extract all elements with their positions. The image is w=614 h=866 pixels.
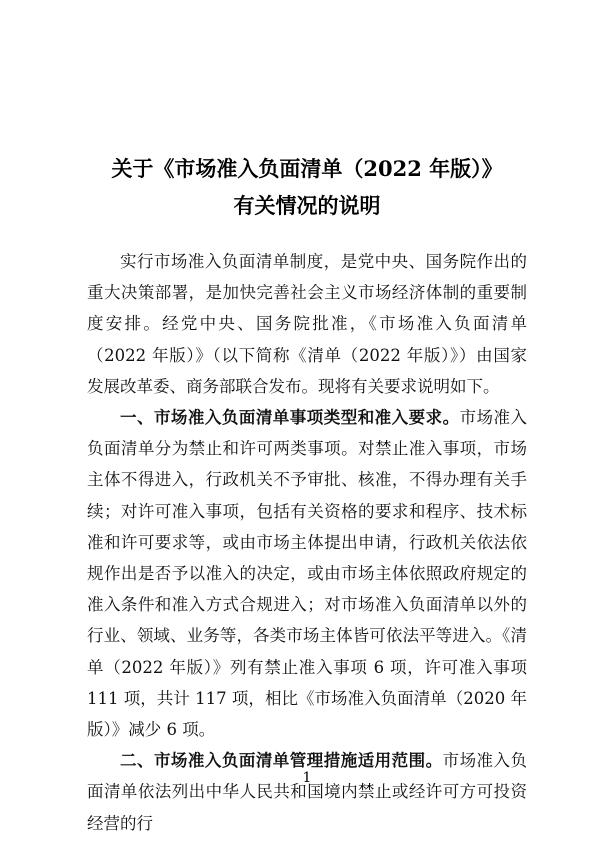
paragraph-text: 市场准入负面清单依法列出中华人民共和国境内禁止或经许可方可投资经营的行 — [87, 751, 528, 833]
paragraph-text: 市场准入负面清单分为禁止和许可两类事项。对禁止准入事项，市场主体不得进入，行政机关不予审批、核准，不得办理有关手续；对许可准入事项，包括有关资格的要求和程序、技术标准和许可要求等，或由市场主体提出申请，行政机关依法依规作出是否予以准入的决定，或由市场主体依照政府规定的准入条件和准入方式合规进入；对市场准入负面清单以外的行业、领域、业务等，各类市场主体皆可依法平等进入。《清单（2022 年版）》列有禁止准入事项 6 项，许可准入事项 111 项，共计 117 项，相比《市场准入负面清单（2020 年版）》减少 6 项。 — [87, 408, 528, 740]
document-body — [87, 246, 527, 839]
document-title: 关于《市场准入负面清单（2022 年版）》 — [111, 156, 503, 181]
paragraph-section-2 — [87, 745, 527, 839]
document-subtitle: 有关情况的说明 — [233, 193, 381, 218]
section-heading: 一、市场准入负面清单事项类型和准入要求。 — [120, 408, 460, 428]
page-number: 1 — [302, 770, 312, 786]
paragraph-intro — [87, 246, 527, 402]
section-heading: 二、市场准入负面清单管理措施适用范围。 — [120, 751, 443, 771]
paragraph-text: 实行市场准入负面清单制度，是党中央、国务院作出的重大决策部署，是加快完善社会主义市场经济体制的重要制度安排。经党中央、国务院批准，《市场准入负面清单（2022 年版）》（以下简称《清单（2022 年版）》）由国家发展改革委、商务部联合发布。现将有关要求说明如下。 — [87, 252, 527, 396]
paragraph-section-1 — [87, 402, 527, 745]
